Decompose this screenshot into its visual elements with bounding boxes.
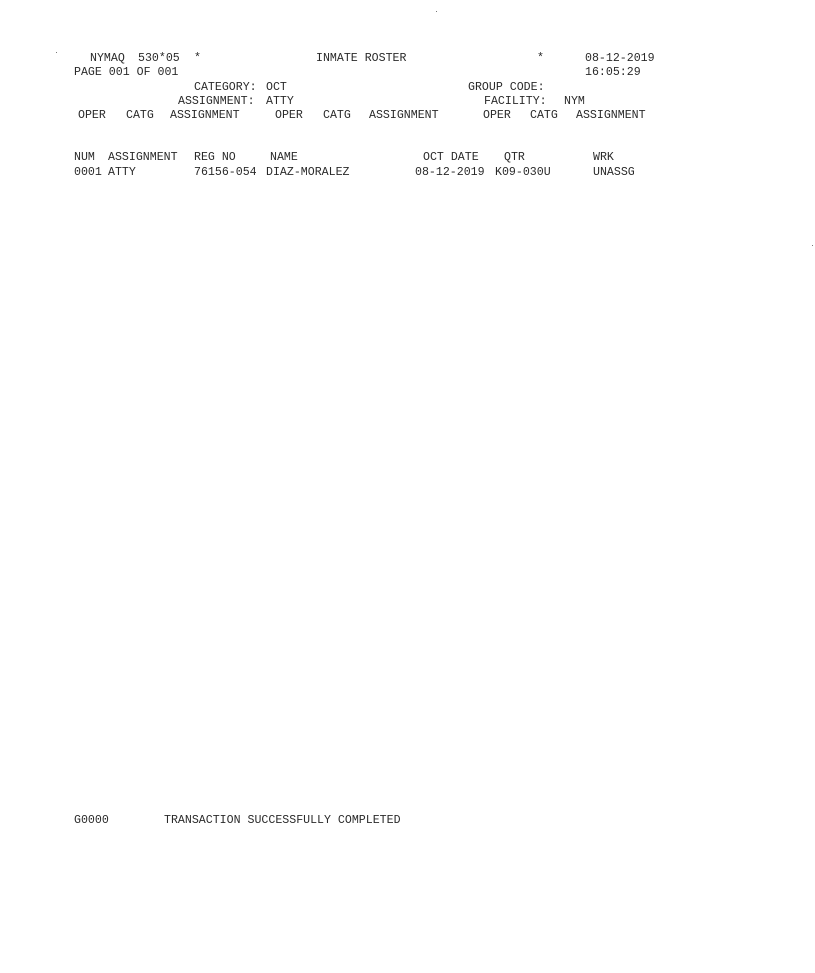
- category-label: CATEGORY:: [194, 81, 257, 94]
- row-assignment: ATTY: [108, 166, 136, 179]
- facility-label: FACILITY:: [484, 95, 547, 108]
- assignment-column-header: ASSIGNMENT: [108, 151, 178, 164]
- row-reg-no: 76156-054: [194, 166, 257, 179]
- assignment-col2-header: ASSIGNMENT: [369, 109, 439, 122]
- assignment-label: ASSIGNMENT:: [178, 95, 255, 108]
- reg-no-column-header: REG NO: [194, 151, 236, 164]
- scan-speck: [812, 245, 813, 246]
- row-num: 0001: [74, 166, 102, 179]
- catg-col1-header: CATG: [126, 109, 154, 122]
- status-code: G0000: [74, 814, 109, 827]
- assignment-col1-header: ASSIGNMENT: [170, 109, 240, 122]
- num-column-header: NUM: [74, 151, 95, 164]
- wrk-column-header: WRK: [593, 151, 614, 164]
- assignment-col3-header: ASSIGNMENT: [576, 109, 646, 122]
- row-oct-date: 08-12-2019: [415, 166, 485, 179]
- oper-col3-header: OPER: [483, 109, 511, 122]
- row-wrk: UNASSG: [593, 166, 635, 179]
- header-marker-right: *: [537, 52, 544, 65]
- group-code-label: GROUP CODE:: [468, 81, 545, 94]
- report-time: 16:05:29: [585, 66, 641, 79]
- status-message: TRANSACTION SUCCESSFULLY COMPLETED: [164, 814, 401, 827]
- page-indicator: PAGE 001 OF 001: [74, 66, 179, 79]
- scan-speck: [436, 11, 437, 12]
- name-column-header: NAME: [270, 151, 298, 164]
- catg-col3-header: CATG: [530, 109, 558, 122]
- page-title: INMATE ROSTER: [316, 52, 407, 65]
- row-name: DIAZ-MORALEZ: [266, 166, 350, 179]
- scan-speck: [56, 52, 57, 53]
- oper-col1-header: OPER: [78, 109, 106, 122]
- screen-code: 530*05: [138, 52, 180, 65]
- oper-col2-header: OPER: [275, 109, 303, 122]
- qtr-column-header: QTR: [504, 151, 525, 164]
- facility-value: NYM: [564, 95, 585, 108]
- oct-date-column-header: OCT DATE: [423, 151, 479, 164]
- row-qtr: K09-030U: [495, 166, 551, 179]
- catg-col2-header: CATG: [323, 109, 351, 122]
- report-date: 08-12-2019: [585, 52, 655, 65]
- assignment-value: ATTY: [266, 95, 294, 108]
- header-marker-left: *: [194, 52, 201, 65]
- system-id: NYMAQ: [90, 52, 125, 65]
- category-value: OCT: [266, 81, 287, 94]
